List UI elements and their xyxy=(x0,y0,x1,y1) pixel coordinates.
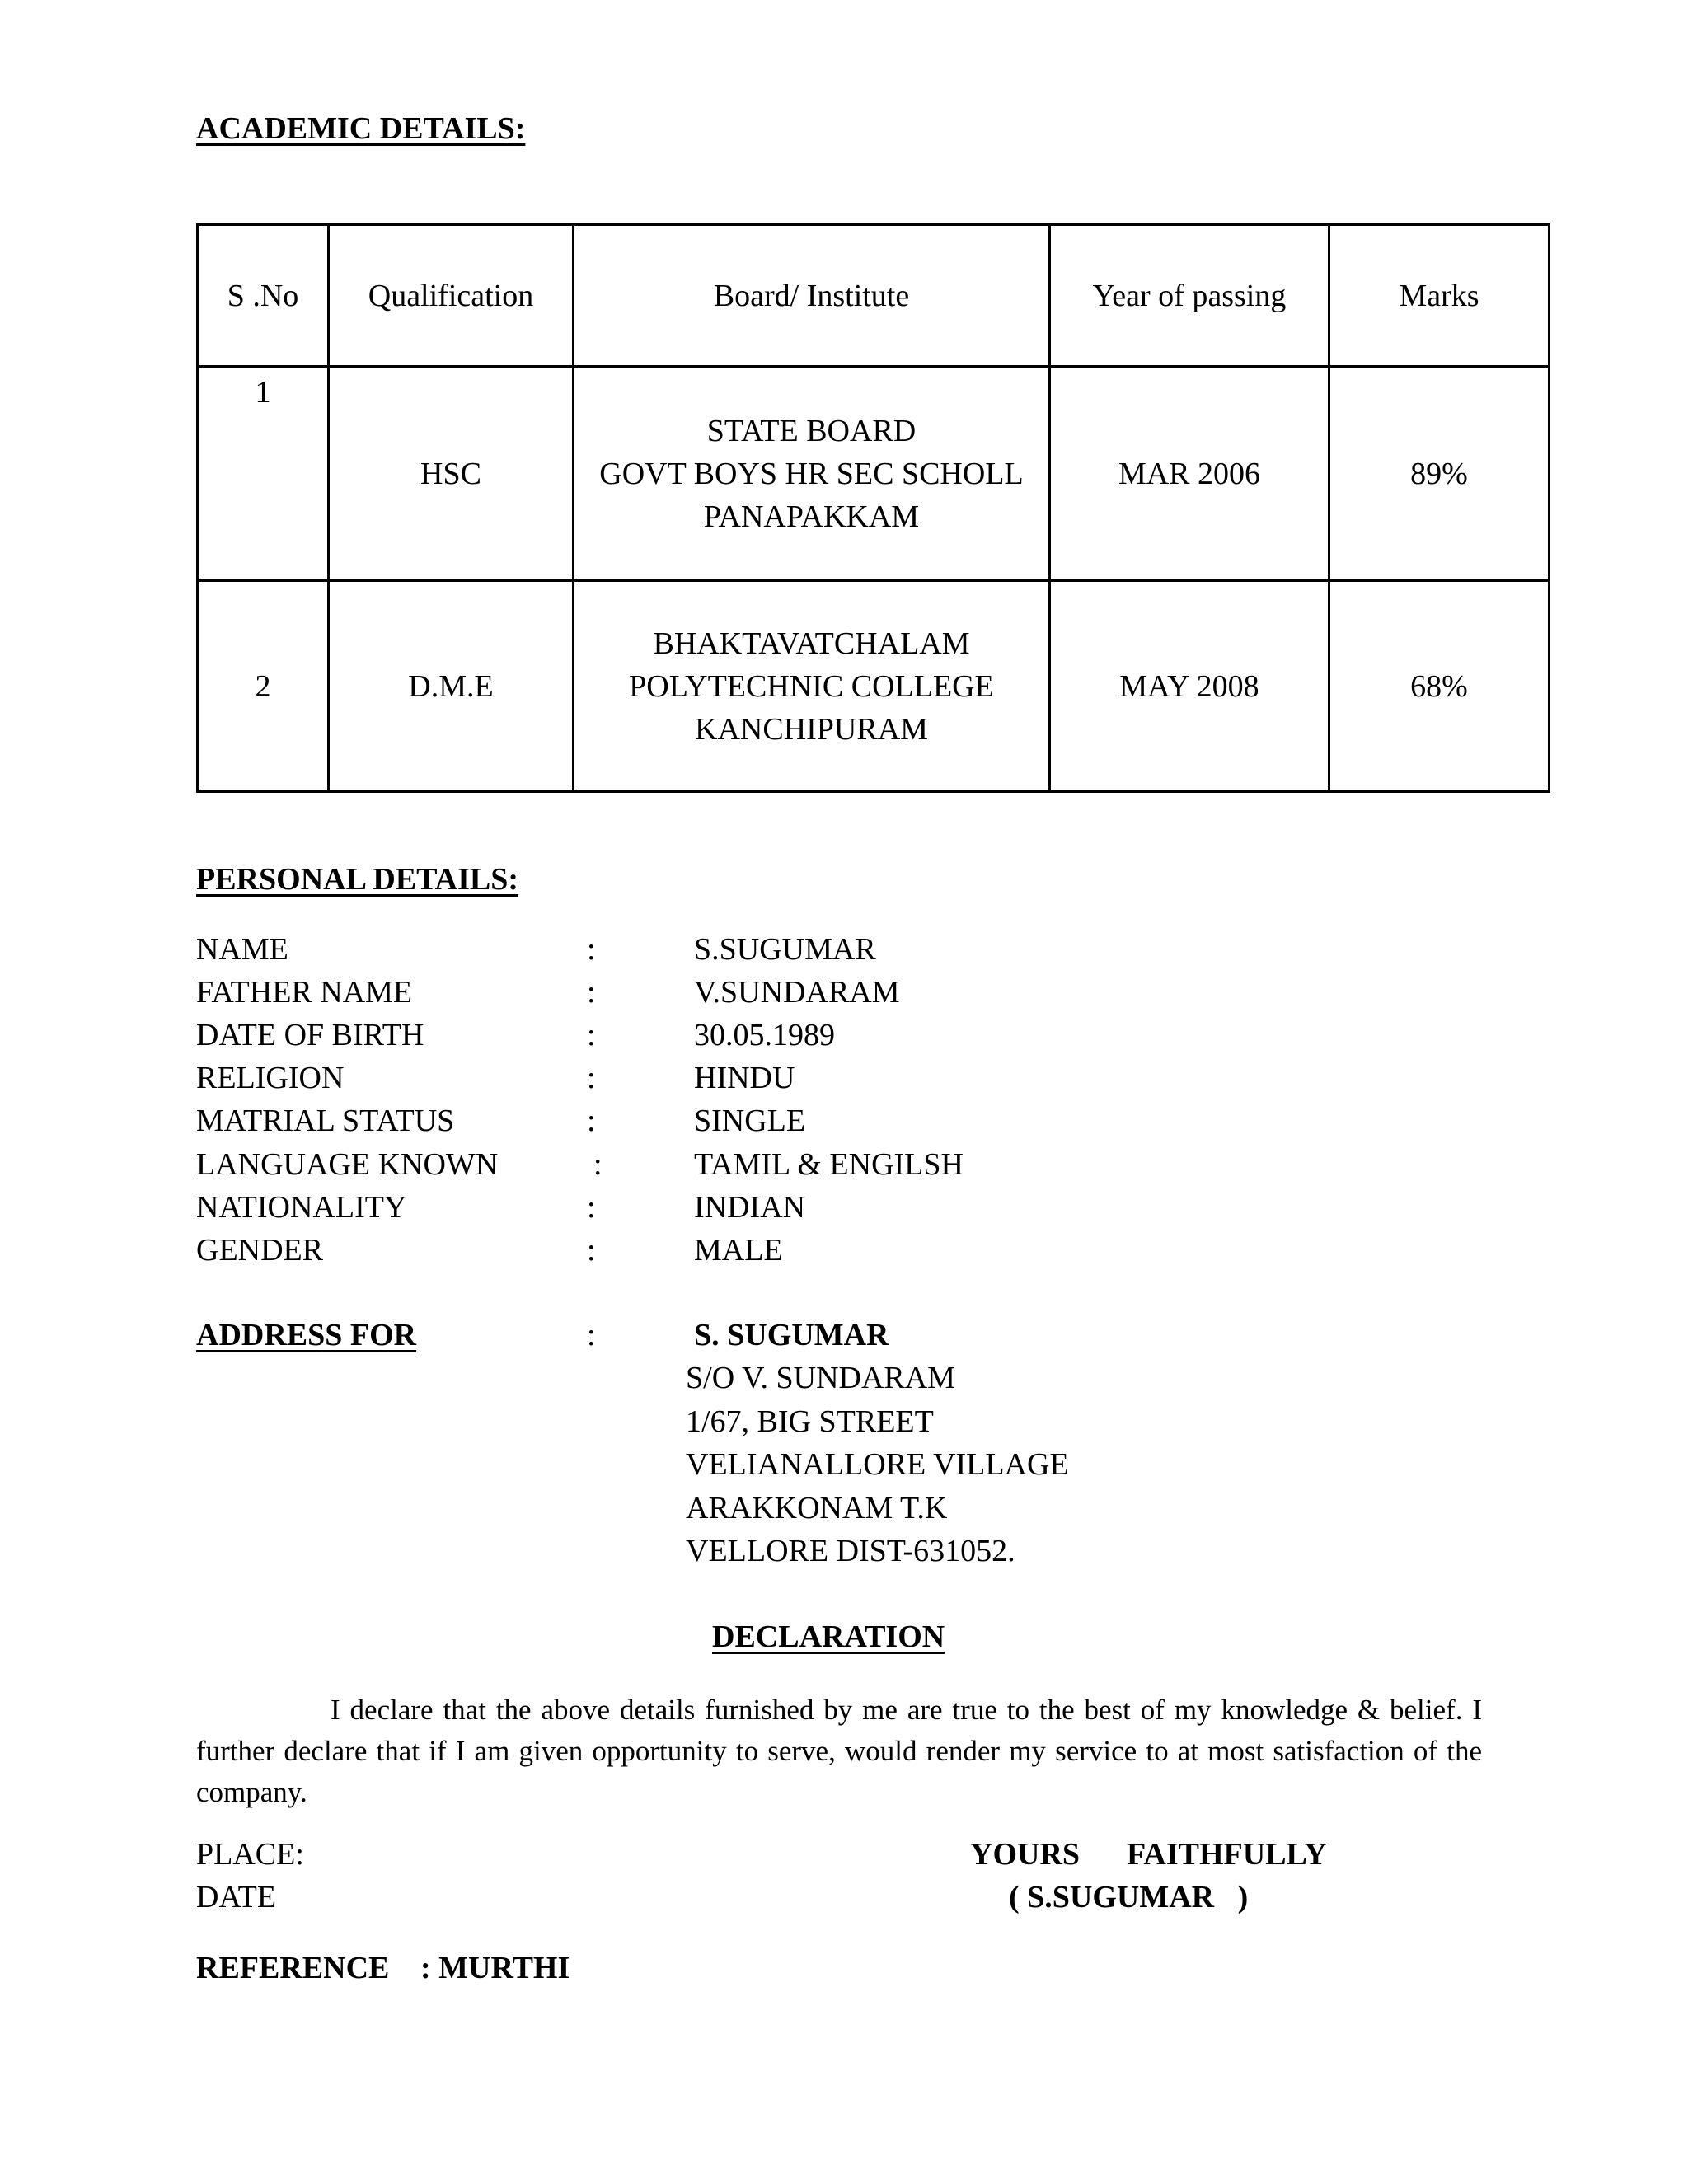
field-colon: : xyxy=(587,1104,596,1138)
field-label-father-name: FATHER NAME xyxy=(196,975,413,1010)
reference-value: : MURTHI xyxy=(420,1951,570,1985)
institute-line: PANAPAKKAM xyxy=(703,499,920,534)
col-header-marks: Marks xyxy=(1329,225,1550,367)
field-value-religion: HINDU xyxy=(694,1061,795,1095)
field-colon: : xyxy=(587,932,596,967)
field-colon: : xyxy=(587,1061,596,1095)
col-header-sno: S .No xyxy=(198,225,329,367)
field-colon: : xyxy=(593,1147,603,1182)
institute-line: STATE BOARD xyxy=(706,413,917,448)
institute-line: KANCHIPURAM xyxy=(695,711,928,747)
institute-line: POLYTECHNIC COLLEGE xyxy=(629,668,994,704)
personal-details-heading: PERSONAL DETAILS: xyxy=(196,862,519,897)
col-header-year: Year of passing xyxy=(1050,225,1329,367)
field-value-date-of-birth: 30.05.1989 xyxy=(694,1018,835,1052)
field-colon: : xyxy=(587,1233,596,1268)
reference-label: REFERENCE xyxy=(196,1951,390,1985)
cell-year: MAR 2006 xyxy=(1050,367,1329,581)
cell-marks: 89% xyxy=(1329,367,1550,581)
address-heading: ADDRESS FOR xyxy=(196,1318,417,1352)
institute-line: GOVT BOYS HR SEC SCHOLL xyxy=(599,456,1024,491)
address-line: VELIANALLORE VILLAGE xyxy=(686,1447,1069,1482)
field-colon: : xyxy=(587,975,596,1010)
col-header-institute: Board/ Institute xyxy=(574,225,1050,367)
address-colon: : xyxy=(587,1318,596,1352)
field-label-gender: GENDER xyxy=(196,1233,324,1268)
table-header-row xyxy=(198,225,1550,367)
cell-institute xyxy=(574,581,1050,792)
col-header-qualification: Qualification xyxy=(329,225,574,367)
cell-sno: 2 xyxy=(198,581,329,792)
date-label: DATE xyxy=(196,1880,277,1915)
cell-qualification: D.M.E xyxy=(329,581,574,792)
field-label-name: NAME xyxy=(196,932,288,967)
institute-line: BHAKTAVATCHALAM xyxy=(653,626,970,661)
field-value-language-known: TAMIL & ENGILSH xyxy=(694,1147,964,1182)
address-name: S. SUGUMAR xyxy=(694,1318,889,1352)
field-value-gender: MALE xyxy=(694,1233,783,1268)
field-label-nationality: NATIONALITY xyxy=(196,1190,407,1225)
signature-name: ( S.SUGUMAR ) xyxy=(1009,1880,1249,1915)
cell-sno: 1 xyxy=(198,367,329,581)
address-line: 1/67, BIG STREET xyxy=(686,1404,934,1439)
table-row xyxy=(198,367,1550,581)
table-row xyxy=(198,581,1550,792)
academic-details-heading: ACADEMIC DETAILS: xyxy=(196,111,526,146)
field-colon: : xyxy=(587,1190,596,1225)
address-line: S/O V. SUNDARAM xyxy=(686,1361,955,1395)
declaration-heading: DECLARATION xyxy=(712,1619,945,1654)
field-label-language-known: LANGUAGE KNOWN xyxy=(196,1147,499,1182)
field-value-name: S.SUGUMAR xyxy=(694,932,876,967)
cell-year: MAY 2008 xyxy=(1050,581,1329,792)
academic-table xyxy=(196,223,1550,793)
field-value-nationality: INDIAN xyxy=(694,1190,806,1225)
field-colon: : xyxy=(587,1018,596,1052)
cell-institute xyxy=(574,367,1050,581)
cell-marks: 68% xyxy=(1329,581,1550,792)
closing-text: YOURS FAITHFULLY xyxy=(970,1837,1327,1872)
place-label: PLACE: xyxy=(196,1837,304,1872)
field-value-marital-status: SINGLE xyxy=(694,1104,806,1138)
address-line: ARAKKONAM T.K xyxy=(686,1491,948,1526)
declaration-text: I declare that the above details furnished by me are true to the best of my knowledge & belief. I further declare that if I am given opportunity to serve, would render my service to at most satisfaction of the company. xyxy=(196,1694,1482,1808)
field-value-father-name: V.SUNDARAM xyxy=(694,975,900,1010)
field-label-marital-status: MATRIAL STATUS xyxy=(196,1104,455,1138)
field-label-religion: RELIGION xyxy=(196,1061,345,1095)
address-line: VELLORE DIST-631052. xyxy=(686,1534,1015,1568)
field-label-date-of-birth: DATE OF BIRTH xyxy=(196,1018,424,1052)
cell-qualification: HSC xyxy=(329,367,574,581)
